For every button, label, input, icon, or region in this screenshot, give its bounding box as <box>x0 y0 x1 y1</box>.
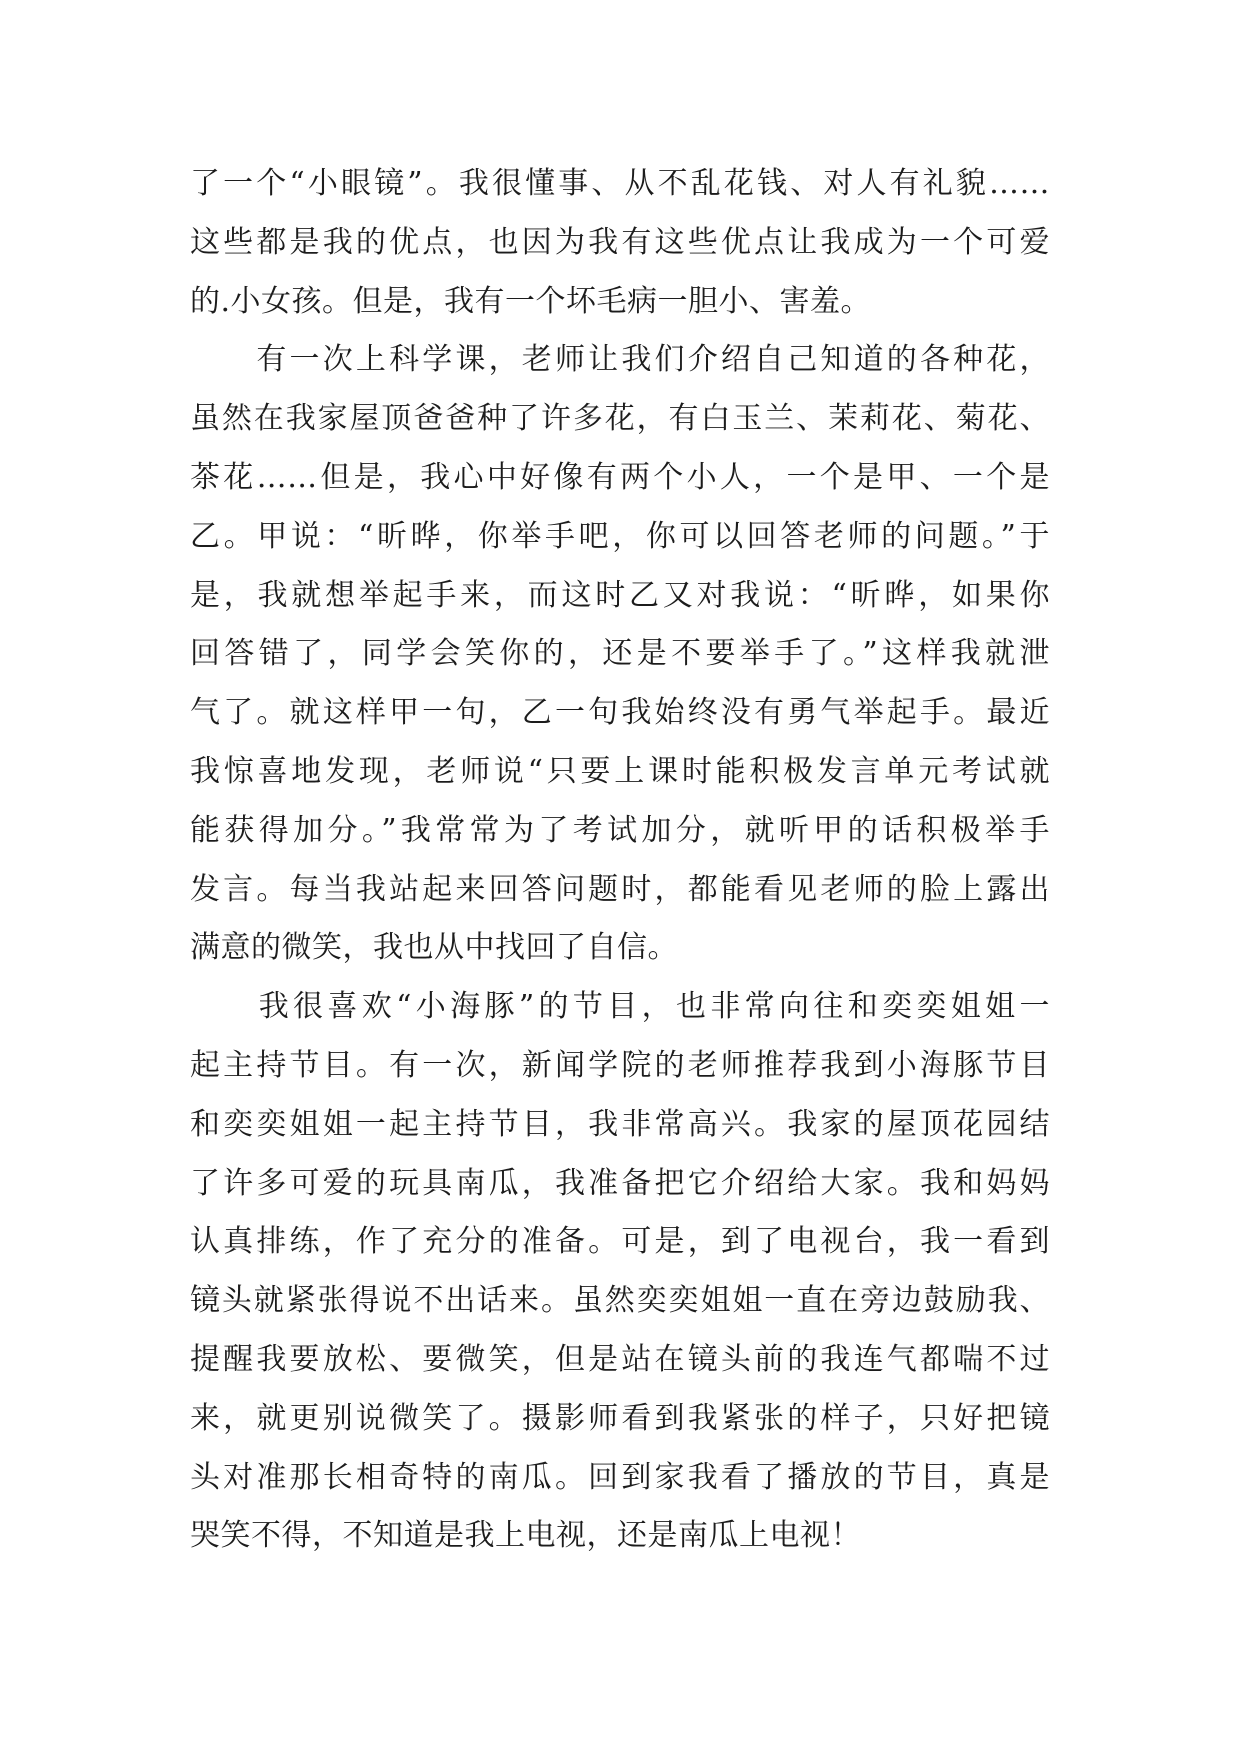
text-line: 虽然在我家屋顶爸爸种了许多花，有白玉兰、茉莉花、菊花、 <box>190 401 1050 437</box>
text-line: 提醒我要放松、要微笑，但是站在镜头前的我连气都喘不过 <box>190 1341 1050 1377</box>
text-line: 哭笑不得，不知道是我上电视，还是南瓜上电视！ <box>190 1518 861 1554</box>
text-line: 能获得加分。”我常常为了考试加分，就听甲的话积极举手 <box>190 812 1050 848</box>
text-line: 和奕奕姐姐一起主持节目，我非常高兴。我家的屋顶花园结 <box>190 1106 1050 1142</box>
body-text <box>190 155 1050 1566</box>
text-line: 乙。甲说：“昕晔，你举手吧，你可以回答老师的问题。”于 <box>190 518 1050 554</box>
text-line: 有一次上科学课，老师让我们介绍自己知道的各种花， <box>190 342 1050 378</box>
text-line: 的.小女孩。但是，我有一个坏毛病一胆小、害羞。 <box>190 283 872 319</box>
text-line: 了许多可爱的玩具南瓜，我准备把它介绍给大家。我和妈妈 <box>190 1165 1050 1201</box>
text-line: 是，我就想举起手来，而这时乙又对我说：“昕晔，如果你 <box>190 577 1050 613</box>
text-line: 回答错了，同学会笑你的，还是不要举手了。”这样我就泄 <box>190 636 1050 672</box>
text-line: 茶花……但是，我心中好像有两个小人，一个是甲、一个是 <box>190 459 1050 495</box>
text-line: 满意的微笑，我也从中找回了自信。 <box>190 930 678 966</box>
text-line: 气了。就这样甲一句，乙一句我始终没有勇气举起手。最近 <box>190 695 1050 731</box>
text-line: 镜头就紧张得说不出话来。虽然奕奕姐姐一直在旁边鼓励我、 <box>190 1283 1050 1319</box>
text-line: 发言。每当我站起来回答问题时，都能看见老师的脸上露出 <box>190 871 1050 907</box>
text-line: 起主持节目。有一次，新闻学院的老师推荐我到小海豚节目 <box>190 1047 1050 1083</box>
text-line: 头对准那长相奇特的南瓜。回到家我看了播放的节目，真是 <box>190 1459 1050 1495</box>
text-line: 我惊喜地发现，老师说“只要上课时能积极发言单元考试就 <box>190 753 1050 789</box>
text-line: 了一个“小眼镜”。我很懂事、从不乱花钱、对人有礼貌…… <box>190 166 1050 201</box>
text-line: 这些都是我的优点，也因为我有这些优点让我成为一个可爱 <box>190 224 1050 260</box>
text-line: 我很喜欢“小海豚”的节目，也非常向往和奕奕姐姐一 <box>190 989 1050 1025</box>
text-line: 认真排练，作了充分的准备。可是，到了电视台，我一看到 <box>190 1224 1050 1260</box>
text-line: 来，就更别说微笑了。摄影师看到我紧张的样子，只好把镜 <box>190 1400 1050 1436</box>
